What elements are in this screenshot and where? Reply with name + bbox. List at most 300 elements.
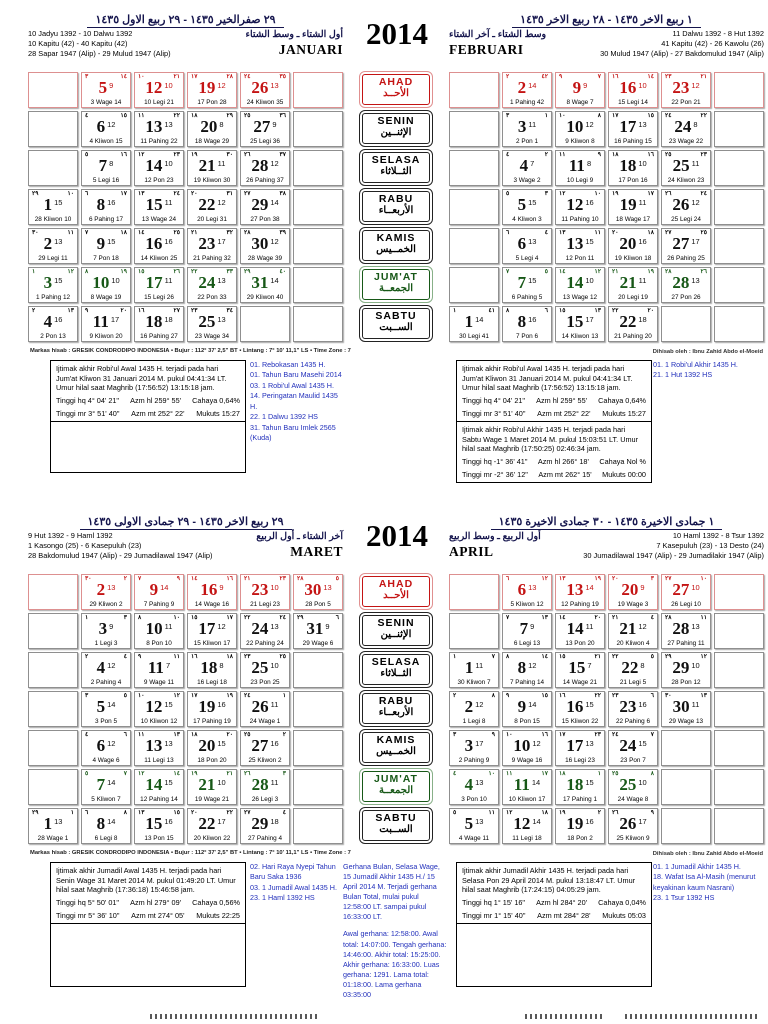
week-number-arabic: ١١ — [700, 615, 707, 621]
cell-mid — [135, 313, 183, 331]
ijtimak-detail: Azm mt 252° 22' — [537, 408, 591, 418]
cell-mid — [241, 698, 289, 716]
javanese-date: 6 Pahing 5 — [511, 294, 543, 301]
ijtimak-detail: Tinggi hq 5° 50' 01" — [56, 897, 120, 907]
day-name-latin: RABU — [378, 695, 414, 707]
ijtimak-detail: Azm hl 266° 18' — [537, 457, 589, 466]
hijri-day-arabic: ٨ — [506, 308, 510, 314]
javanese-date: 9 Kliwon 8 — [565, 138, 595, 145]
gregorian-day: 16 — [200, 580, 218, 599]
week-number-arabic: ٣٥ — [279, 74, 286, 80]
empty-cell — [28, 111, 78, 147]
week-number-arabic: ٣٦ — [279, 113, 286, 119]
gregorian-day: 16 — [566, 697, 584, 716]
hijri-day-arabic: ٢٠ — [612, 576, 619, 582]
hijri-day-arabic: ٢٣ — [612, 693, 619, 699]
month-info-lines — [28, 29, 171, 59]
aux-number: 15 — [54, 198, 63, 207]
week-number-arabic: ٢٤ — [279, 615, 286, 621]
aux-number: 15 — [585, 700, 594, 709]
hijri-day-arabic: ١٧ — [612, 113, 619, 119]
day-name-arabic: الســبت — [379, 824, 413, 835]
aux-number: 16 — [585, 198, 594, 207]
cell-mid — [609, 815, 657, 833]
hijri-day-arabic: ١٧ — [191, 74, 198, 80]
day-name-arabic: الســبت — [379, 322, 413, 333]
gregorian-day: 2 — [464, 697, 474, 716]
middle-column — [345, 8, 449, 508]
javanese-date: 27 Pon 38 — [250, 216, 280, 223]
day-cell — [608, 306, 658, 342]
gregorian-day: 7 — [98, 156, 108, 175]
day-cell — [28, 228, 78, 264]
gregorian-day: 4 — [96, 658, 106, 677]
gregorian-day: 17 — [566, 736, 584, 755]
aux-number: 11 — [270, 778, 279, 787]
hijri-day-arabic: ١٧ — [559, 732, 566, 738]
ijtimak-detail: Mukuts 15:27 — [196, 408, 240, 418]
hijri-day-arabic: ٥ — [85, 152, 89, 158]
javanese-date: 21 Legi 23 — [250, 601, 280, 608]
day-cell — [608, 652, 658, 688]
gregorian-day: 28 — [672, 273, 690, 292]
aux-number: 17 — [585, 315, 594, 324]
week-number-arabic: ٢٩ — [226, 113, 233, 119]
week-number-arabic: ١٦ — [541, 732, 548, 738]
day-cell — [608, 150, 658, 186]
javanese-date: 2 Pon 1 — [515, 138, 539, 145]
javanese-date: 10 Kliwon 12 — [140, 718, 178, 725]
day-cell — [187, 189, 237, 225]
cell-mid — [82, 118, 130, 136]
gregorian-day: 6 — [517, 234, 527, 253]
month-info-line: 9 Hut 1392 - 9 Haml 1392 — [28, 531, 113, 540]
day-chip-rabu — [362, 693, 430, 724]
cell-mid — [609, 659, 657, 677]
gregorian-day: 5 — [517, 195, 527, 214]
gregorian-day: 10 — [566, 117, 584, 136]
week-number-arabic: ١٠ — [67, 191, 74, 197]
day-cell — [555, 691, 605, 727]
gregorian-day: 17 — [198, 619, 216, 638]
cell-mid — [503, 118, 551, 136]
week-number-arabic: ٢٧ — [173, 308, 180, 314]
hijri-day-arabic: ٢٦ — [665, 191, 672, 197]
day-cell — [81, 228, 131, 264]
week-number-arabic: ١٤ — [173, 771, 180, 777]
event-item: 21. 1 Hut 1392 HS — [653, 370, 713, 380]
aux-number: 13 — [528, 237, 537, 246]
cell-mid — [29, 196, 77, 214]
month-season-arabic: وسط الشتاء ـ آخر الشتاء — [449, 29, 547, 40]
hijri-day-arabic: ٦ — [506, 576, 510, 582]
aux-number: 16 — [217, 700, 226, 709]
cell-mid — [556, 235, 604, 253]
events-februari — [653, 360, 765, 381]
day-cell — [240, 150, 290, 186]
aux-number: 17 — [110, 315, 120, 324]
javanese-date: 3 Wage 2 — [513, 177, 541, 184]
javanese-date: 2 Pon 13 — [40, 333, 66, 340]
hijri-day-arabic: ١٧ — [191, 693, 198, 699]
week-number-arabic: ١ — [282, 693, 286, 699]
empty-cell — [240, 306, 290, 342]
week-number-arabic: ٢ — [123, 576, 127, 582]
day-cell — [81, 306, 131, 342]
week-number-arabic: ٢٦ — [700, 269, 707, 275]
javanese-date: 3 Pon 10 — [461, 796, 487, 803]
event-item: 01. Rebokasan 1435 H. — [250, 360, 326, 369]
week-number-arabic: ١٢ — [173, 693, 180, 699]
gregorian-day: 5 — [98, 78, 108, 97]
hijri-day-arabic: ١٥ — [138, 269, 145, 275]
week-number-arabic: ٧ — [491, 654, 495, 660]
day-cell — [134, 730, 184, 766]
hijri-day-arabic: ٢٩ — [32, 191, 39, 197]
day-chip-senin — [362, 615, 430, 646]
day-cell — [28, 306, 78, 342]
cell-mid — [135, 118, 183, 136]
week-number-arabic: ٢١ — [226, 771, 233, 777]
day-cell — [502, 808, 552, 844]
gregorian-day: 3 — [43, 273, 53, 292]
gregorian-day: 30 — [672, 697, 690, 716]
javanese-date: 13 Pon 15 — [144, 835, 174, 842]
hijri-day-arabic: ٩ — [559, 74, 563, 80]
empty-cell — [661, 730, 711, 766]
aux-number: 18 — [164, 315, 173, 324]
empty-cell — [714, 72, 764, 108]
aux-number: 11 — [270, 700, 279, 709]
day-cell — [240, 691, 290, 727]
javanese-date: 18 Pon 2 — [567, 835, 593, 842]
javanese-date: 11 Legi 18 — [512, 835, 542, 842]
aux-number: 10 — [585, 276, 594, 285]
javanese-date: 4 Wage 6 — [92, 757, 120, 764]
cell-mid — [556, 776, 604, 794]
ijtimak-notes-februari — [456, 360, 652, 483]
aux-number: 16 — [585, 817, 594, 826]
hijri-day-arabic: ٣ — [506, 113, 510, 119]
week-number-arabic: ٢٤ — [700, 191, 707, 197]
gregorian-day: 29 — [251, 195, 269, 214]
empty-note-box — [50, 923, 246, 987]
aux-number: 12 — [638, 622, 647, 631]
javanese-date: 3 Pon 5 — [94, 718, 118, 725]
week-number-arabic: ١٥ — [541, 693, 548, 699]
cell-mid — [503, 581, 551, 599]
aux-number: 13 — [217, 315, 226, 324]
hijri-day-arabic: ٢٨ — [665, 269, 672, 275]
gregorian-day: 21 — [619, 273, 637, 292]
javanese-date: 29 Kliwon 2 — [89, 601, 123, 608]
day-name-latin: RABU — [378, 193, 414, 205]
empty-cell — [449, 613, 499, 649]
ijtimak-text: Ijtimak akhir Jumadil Awal 1435 H. terjadi pada hari Senin Wage 31 Maret 2014 M. pukul 01:49:20 LT. Umur hilal saat Maghrib (17:36:18) 15:46:58 jam. — [56, 866, 236, 895]
gregorian-day: 30 — [251, 234, 269, 253]
cell-mid — [135, 196, 183, 214]
aux-number: 16 — [107, 198, 116, 207]
day-cell — [134, 267, 184, 303]
cell-mid — [609, 581, 657, 599]
cell-mid — [241, 659, 289, 677]
day-cell — [134, 111, 184, 147]
hijri-day-arabic: ٢٩ — [665, 654, 672, 660]
gregorian-day: 2 — [517, 78, 527, 97]
hijri-day-arabic: ٥ — [85, 771, 89, 777]
javanese-date: 22 Pahing 24 — [246, 640, 284, 647]
week-number-arabic: ١١ — [67, 230, 74, 236]
aux-number: 18 — [638, 315, 647, 324]
week-number-arabic: ٨ — [123, 810, 127, 816]
week-number-arabic: ١٩ — [226, 693, 233, 699]
hijri-day-arabic: ١٢ — [138, 152, 145, 158]
hijri-day-arabic: ٧ — [506, 269, 510, 275]
gregorian-day: 19 — [198, 78, 216, 97]
day-name-latin: KAMIS — [376, 734, 416, 746]
javanese-date: 22 Pon 33 — [197, 294, 227, 301]
ijtimak-notes-april — [456, 862, 652, 987]
hijri-day-arabic: ١٦ — [612, 74, 619, 80]
gregorian-day: 25 — [251, 658, 269, 677]
gregorian-day: 21 — [619, 619, 637, 638]
javanese-date: 22 Pahing 6 — [615, 718, 651, 725]
gregorian-day: 19 — [566, 814, 584, 833]
month-info-line: 1 Kasongo (25) - 6 Kasepuluh (23) — [28, 540, 142, 550]
cell-mid — [609, 698, 657, 716]
aux-number: 11 — [638, 276, 647, 285]
aux-number: 14 — [585, 583, 594, 592]
javanese-date: 21 Pahing 20 — [614, 333, 652, 340]
hijri-day-arabic: ١٢ — [138, 771, 145, 777]
day-cell — [608, 574, 658, 610]
day-name-latin: AHAD — [378, 578, 414, 590]
cell-mid — [556, 157, 604, 175]
ijtimak-detail: Cahaya Nol % — [599, 457, 646, 466]
hijri-day-arabic: ٢٦ — [244, 152, 251, 158]
week-number-arabic: ٢٢ — [226, 810, 233, 816]
week-number-arabic: ٣٧ — [279, 152, 286, 158]
year-title: 2014 — [366, 16, 428, 51]
gregorian-day: 27 — [251, 736, 269, 755]
day-cell — [608, 267, 658, 303]
gregorian-day: 3 — [98, 619, 108, 638]
aux-number: 12 — [532, 739, 541, 748]
gregorian-day: 20 — [200, 117, 218, 136]
hijri-day-arabic: ٢٨ — [665, 615, 672, 621]
hijri-day-arabic: ٣ — [85, 693, 89, 699]
javanese-date: 8 Wage 7 — [566, 99, 594, 106]
day-name-latin: KAMIS — [376, 232, 416, 244]
week-number-arabic: ٢١ — [700, 74, 707, 80]
gregorian-day: 24 — [198, 273, 216, 292]
aux-number: 10 — [691, 661, 700, 670]
week-number-arabic: ٧ — [123, 771, 127, 777]
week-number-arabic: ٢ — [544, 152, 548, 158]
week-number-arabic: ٤ — [123, 654, 127, 660]
cell-mid — [503, 79, 551, 97]
javanese-date: 2 Pahing 4 — [90, 679, 122, 686]
ijtimak-detail-row — [462, 470, 646, 480]
month-season-block — [256, 531, 343, 561]
aux-number: 10 — [638, 778, 647, 787]
javanese-date: 23 Pon 25 — [250, 679, 280, 686]
aux-number: 16 — [270, 739, 279, 748]
week-number-arabic: ١٧ — [120, 191, 127, 197]
day-cell — [187, 72, 237, 108]
cell-mid — [241, 157, 289, 175]
aux-number: 13 — [691, 622, 700, 631]
day-name-latin: AHAD — [378, 76, 414, 88]
gregorian-day: 1 — [43, 814, 53, 833]
cell-mid — [29, 235, 77, 253]
javanese-date: 6 Pahing 17 — [88, 216, 124, 223]
hijri-day-arabic: ٩ — [506, 693, 510, 699]
aux-number: 11 — [164, 622, 173, 631]
cell-mid — [662, 157, 710, 175]
week-number-arabic: ١٣ — [541, 615, 548, 621]
cell-mid — [241, 235, 289, 253]
javanese-date: 17 Pon 16 — [618, 177, 648, 184]
aux-number: 13 — [54, 237, 63, 246]
aux-number: 11 — [217, 159, 226, 168]
week-number-arabic: ٤٢ — [541, 74, 548, 80]
hijri-day-arabic: ٢٢ — [612, 308, 619, 314]
week-number-arabic: ١٩ — [120, 269, 127, 275]
aux-number: 13 — [528, 583, 537, 592]
cell-mid — [503, 737, 551, 755]
gregorian-day: 8 — [96, 195, 106, 214]
month-name: FEBRUARI — [449, 42, 524, 57]
day-cell — [187, 613, 237, 649]
hijri-day-arabic: ١٨ — [559, 771, 566, 777]
month-hijri-range — [28, 512, 343, 530]
javanese-date: 1 Legi 8 — [462, 718, 486, 725]
javanese-date: 6 Legi 8 — [94, 835, 118, 842]
aux-number: 14 — [270, 276, 279, 285]
javanese-date: 21 Legi 5 — [619, 679, 647, 686]
day-cell — [187, 150, 237, 186]
day-cell — [187, 111, 237, 147]
hijri-day-arabic: ١٦ — [191, 654, 198, 660]
empty-cell — [293, 228, 343, 264]
gregorian-day: 23 — [198, 234, 216, 253]
gregorian-day: 23 — [251, 580, 269, 599]
ijtimak-detail-row — [56, 409, 240, 419]
gregorian-day: 3 — [517, 117, 527, 136]
month-subheader — [449, 29, 764, 59]
cell-mid — [188, 79, 236, 97]
gregorian-day: 1 — [464, 658, 474, 677]
javanese-date: 21 Pahing 32 — [193, 255, 231, 262]
gregorian-day: 2 — [43, 234, 53, 253]
cell-mid — [241, 79, 289, 97]
cell-mid — [503, 313, 551, 331]
cell-mid — [82, 581, 130, 599]
month-info-line: 28 Bakdomulud 1947 (Alip) - 29 Jumadilawal 1947 (Alip) — [28, 550, 213, 560]
aux-number: 10 — [164, 159, 173, 168]
javanese-date: 12 Pon 11 — [565, 255, 595, 262]
day-name-arabic: الخمــيس — [376, 244, 416, 255]
javanese-date: 10 Legi 21 — [144, 99, 174, 106]
month-grid — [449, 574, 764, 844]
week-number-arabic: ١٤ — [541, 654, 548, 660]
ijtimak-notes-januari — [50, 360, 246, 473]
day-cell — [661, 150, 711, 186]
cell-mid — [662, 235, 710, 253]
cell-mid — [82, 313, 130, 331]
bottom-cut-text — [625, 1014, 760, 1019]
empty-cell — [293, 72, 343, 108]
hijri-day-arabic: ٢١ — [612, 615, 619, 621]
gregorian-day: 18 — [145, 312, 163, 331]
hijri-day-arabic: ٥ — [506, 191, 510, 197]
hijri-day-arabic: ٦ — [506, 230, 510, 236]
day-cell — [240, 111, 290, 147]
week-number-arabic: ٢٨ — [226, 74, 233, 80]
month-subheader — [28, 531, 343, 561]
javanese-date: 8 Pon 10 — [146, 640, 172, 647]
cell-mid — [135, 737, 183, 755]
hijri-day-arabic: ١٩ — [559, 810, 566, 816]
week-number-arabic: ٦ — [650, 693, 654, 699]
week-number-arabic: ١٢ — [67, 269, 74, 275]
hijri-day-arabic: ١٨ — [612, 152, 619, 158]
week-number-arabic: ١٨ — [120, 230, 127, 236]
events-maret — [250, 862, 346, 904]
empty-cell — [293, 730, 343, 766]
gregorian-day: 17 — [145, 273, 163, 292]
gregorian-day: 9 — [96, 234, 106, 253]
javanese-date: 30 Legi 41 — [459, 333, 489, 340]
day-name-arabic: الأربعــاء — [378, 205, 414, 216]
ijtimak-detail: Azm hl 284° 20' — [536, 897, 588, 907]
week-number-arabic: ٢٥ — [279, 654, 286, 660]
empty-cell — [449, 267, 499, 303]
cell-mid — [188, 737, 236, 755]
hijri-day-arabic: ١٥ — [559, 308, 566, 314]
ijtimak-detail-row — [462, 396, 646, 406]
week-number-arabic: ٦ — [335, 615, 339, 621]
javanese-date: 12 Pahing 14 — [140, 796, 178, 803]
event-item: 18. Wafat Isa Al-Masih (menurut keyakinan kaum Nasrani) — [653, 872, 756, 892]
gregorian-day: 9 — [572, 78, 582, 97]
week-number-arabic: ٣٨ — [279, 191, 286, 197]
ijtimak-detail: Tinggi hq 1° 15' 16" — [462, 897, 526, 907]
gregorian-day: 13 — [145, 117, 163, 136]
week-number-arabic: ١١ — [173, 654, 180, 660]
javanese-date: 26 Pahing 37 — [246, 177, 284, 184]
gregorian-day: 15 — [145, 814, 163, 833]
gregorian-day: 22 — [621, 658, 639, 677]
aux-number: 11 — [638, 198, 647, 207]
javanese-date: 28 Wage 39 — [247, 255, 283, 262]
javanese-date: 6 Legi 13 — [513, 640, 541, 647]
week-number-arabic: ٢٣ — [700, 152, 707, 158]
day-cell — [555, 613, 605, 649]
week-number-arabic: ١٣ — [67, 308, 74, 314]
empty-cell — [714, 574, 764, 610]
day-cell — [240, 808, 290, 844]
cell-mid — [82, 737, 130, 755]
aux-number: 7 — [587, 661, 592, 670]
day-cell — [293, 613, 343, 649]
day-cell — [240, 769, 290, 805]
day-cell — [449, 306, 499, 342]
aux-number: 12 — [691, 198, 700, 207]
aux-number: 17 — [691, 237, 700, 246]
week-number-arabic: ٤ — [650, 615, 654, 621]
